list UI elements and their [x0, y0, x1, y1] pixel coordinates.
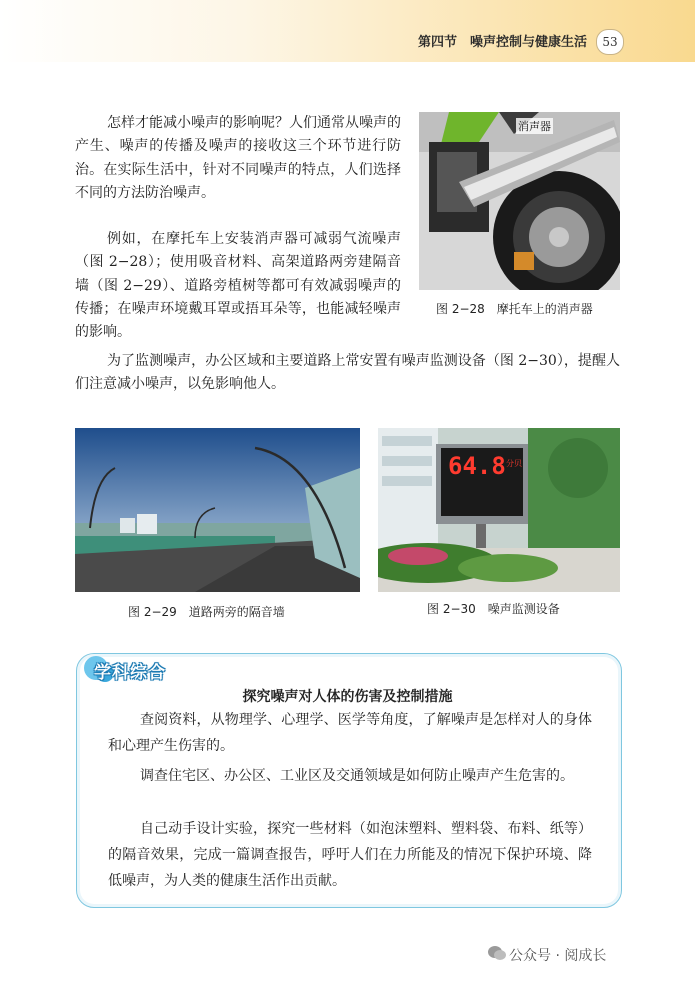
- section-title: 第四节 噪声控制与健康生活: [417, 35, 587, 50]
- sound-barrier-road-photo: [75, 428, 360, 592]
- noise-unit: 分贝: [506, 459, 522, 468]
- panel-badge: [82, 654, 192, 686]
- panel-paragraph: 调查住宅区、办公区、工业区及交通领域是如何防止噪声产生危害的。: [140, 768, 574, 784]
- figure-caption: 图 2−30 噪声监测设备: [427, 602, 560, 616]
- figure-caption: 图 2−29 道路两旁的隔音墙: [128, 605, 285, 619]
- badge-label: 学科综合: [94, 663, 166, 683]
- panel-title: 探究噪声对人体的伤害及控制措施: [242, 689, 453, 705]
- body-paragraph: 怎样才能减小噪声的影响呢？人们通常从噪声的产生、噪声的传播及噪声的接收这三个环节进行防治。在实际生活中，针对不同噪声的特点，人们选择不同的方法防治噪声。: [75, 115, 401, 201]
- muffler-label: 消声器: [518, 120, 551, 133]
- figure-caption: 图 2−28 摩托车上的消声器: [436, 302, 593, 316]
- page-header: [0, 0, 695, 62]
- wechat-icon: [487, 944, 507, 962]
- noise-reading: 64.8: [448, 452, 506, 480]
- page-number: 53: [596, 29, 624, 55]
- motorcycle-muffler-photo: [419, 112, 620, 290]
- panel-paragraph: 自己动手设计实验，探究一些材料（如泡沫塑料、塑料袋、布料、纸等）的隔音效果，完成一篇调查报告，呼吁人们在力所能及的情况下保护环境、降低噪声，为人类的健康生活作出贡献。: [108, 821, 592, 889]
- road-illustration: [75, 428, 360, 592]
- body-paragraph: 为了监测噪声，办公区域和主要道路上常安置有噪声监测设备（图 2−30），提醒人们注意减小噪声，以免影响他人。: [75, 353, 620, 393]
- body-paragraph: 例如，在摩托车上安装消声器可减弱气流噪声（图 2−28）；使用吸音材料、高架道路两旁建隔音墙（图 2−29）、道路旁植树等都可有效减弱噪声的传播；在噪声环境戴耳罩或捂耳朵等，也能减轻噪声的影响。: [75, 231, 401, 341]
- watermark: 公众号 · 阅成长: [509, 948, 607, 964]
- motorcycle-illustration: [419, 112, 620, 290]
- panel-paragraph: 查阅资料，从物理学、心理学、医学等角度，了解噪声是怎样对人的身体和心理产生伤害的。: [108, 712, 592, 754]
- noise-monitor-photo: [378, 428, 620, 592]
